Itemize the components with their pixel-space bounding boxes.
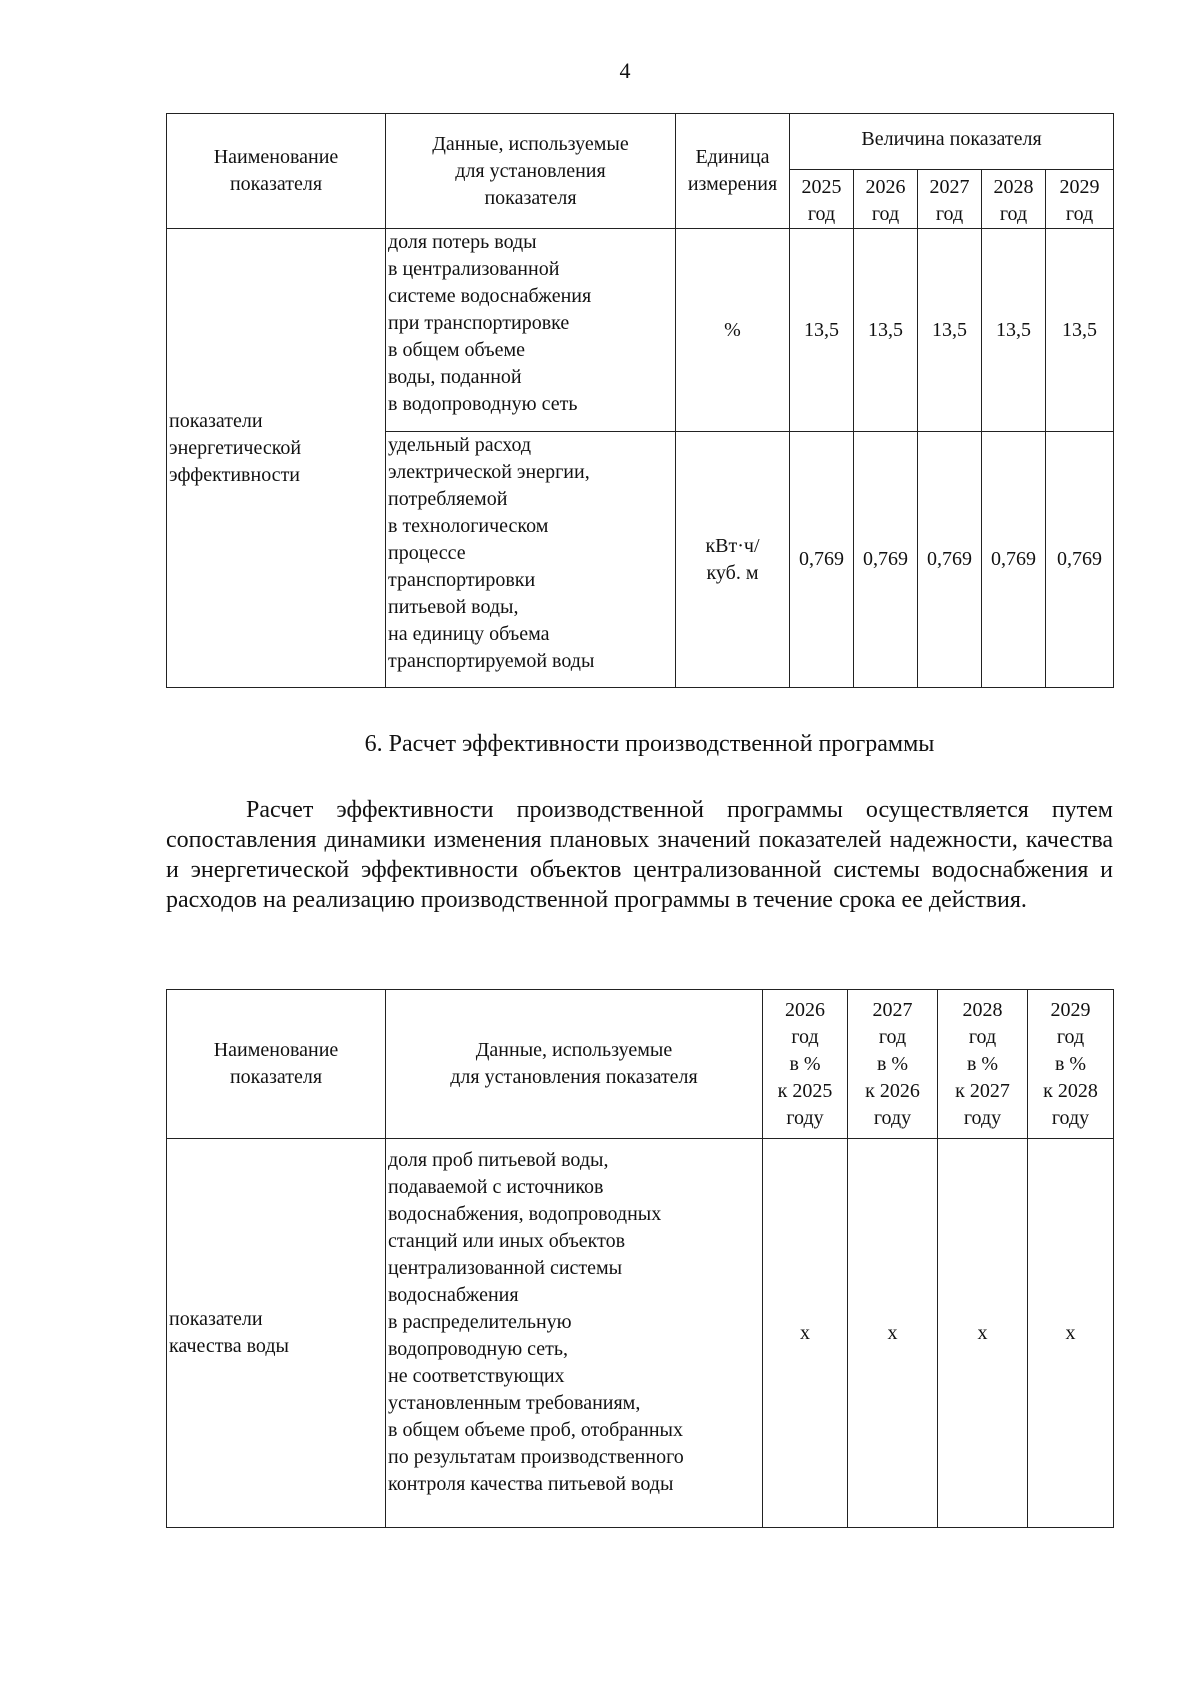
header-unit: Единица измерения [676,114,790,229]
table-row [167,1139,1114,1528]
section-title: 6. Расчет эффективности производственной программы [364,731,935,757]
source-data-cell: доля потерь воды в централизованной системе водоснабжения при транспортировке в общем объеме воды, поданной в водопроводную сеть [386,229,676,432]
value-cell: x [763,1139,848,1528]
unit-cell: % [676,229,790,432]
header-indicator-name: Наименование показателя [167,990,386,1139]
header-indicator-value: Величина показателя [790,114,1114,170]
value-cell: 13,5 [854,229,918,432]
value-cell: 13,5 [982,229,1046,432]
value-cell: x [848,1139,938,1528]
source-data-cell: доля проб питьевой воды, подаваемой с источников водоснабжения, водопроводных станций или иных объектов централизованной системы водоснабжения в распределительную водопроводную сеть, не соответствующих установленным требованиям, в общем объеме проб, отобранных по результатам производственного контроля качества питьевой воды [386,1139,763,1528]
header-source-data: Данные, используемые для установления показателя [386,990,763,1139]
unit-cell: кВт·ч/ куб. м [676,432,790,688]
value-cell: x [1028,1139,1114,1528]
value-cell: 0,769 [1046,432,1114,688]
table-row [167,229,1114,432]
efficiency-table [166,989,1114,1528]
header-source-data: Данные, используемые для установления показателя [386,114,676,229]
header-year: 2028 год [982,170,1046,229]
value-cell: 0,769 [982,432,1046,688]
value-cell: 13,5 [790,229,854,432]
page-number: 4 [619,58,631,83]
source-data-cell: удельный расход электрической энергии, потребляемой в технологическом процессе транспортировки питьевой воды, на единицу объема транспортируемой воды [386,432,676,688]
header-year: 2026 год [854,170,918,229]
header-year-ratio: 2029 год в % к 2028 году [1028,990,1114,1139]
section-paragraph: Расчет эффективности производственной программы осуществляется путем сопоставления динамики изменения плановых значений показателей надежности, качества и энергетической эффективности объектов централизованной системы водоснабжения и расходов на реализацию производственной программы в течение срока ее действия. [166,797,1113,913]
indicator-group-name: показатели качества воды [167,1139,386,1528]
header-year: 2025 год [790,170,854,229]
value-cell: 0,769 [918,432,982,688]
value-cell: 0,769 [790,432,854,688]
header-indicator-name: Наименование показателя [167,114,386,229]
header-year: 2029 год [1046,170,1114,229]
indicator-group-name: показатели энергетической эффективности [167,229,386,688]
value-cell: 0,769 [854,432,918,688]
value-cell: 13,5 [918,229,982,432]
header-year-ratio: 2026 год в % к 2025 году [763,990,848,1139]
header-year: 2027 год [918,170,982,229]
header-year-ratio: 2027 год в % к 2026 году [848,990,938,1139]
value-cell: 13,5 [1046,229,1114,432]
indicators-table [166,113,1114,688]
header-year-ratio: 2028 год в % к 2027 году [938,990,1028,1139]
value-cell: x [938,1139,1028,1528]
